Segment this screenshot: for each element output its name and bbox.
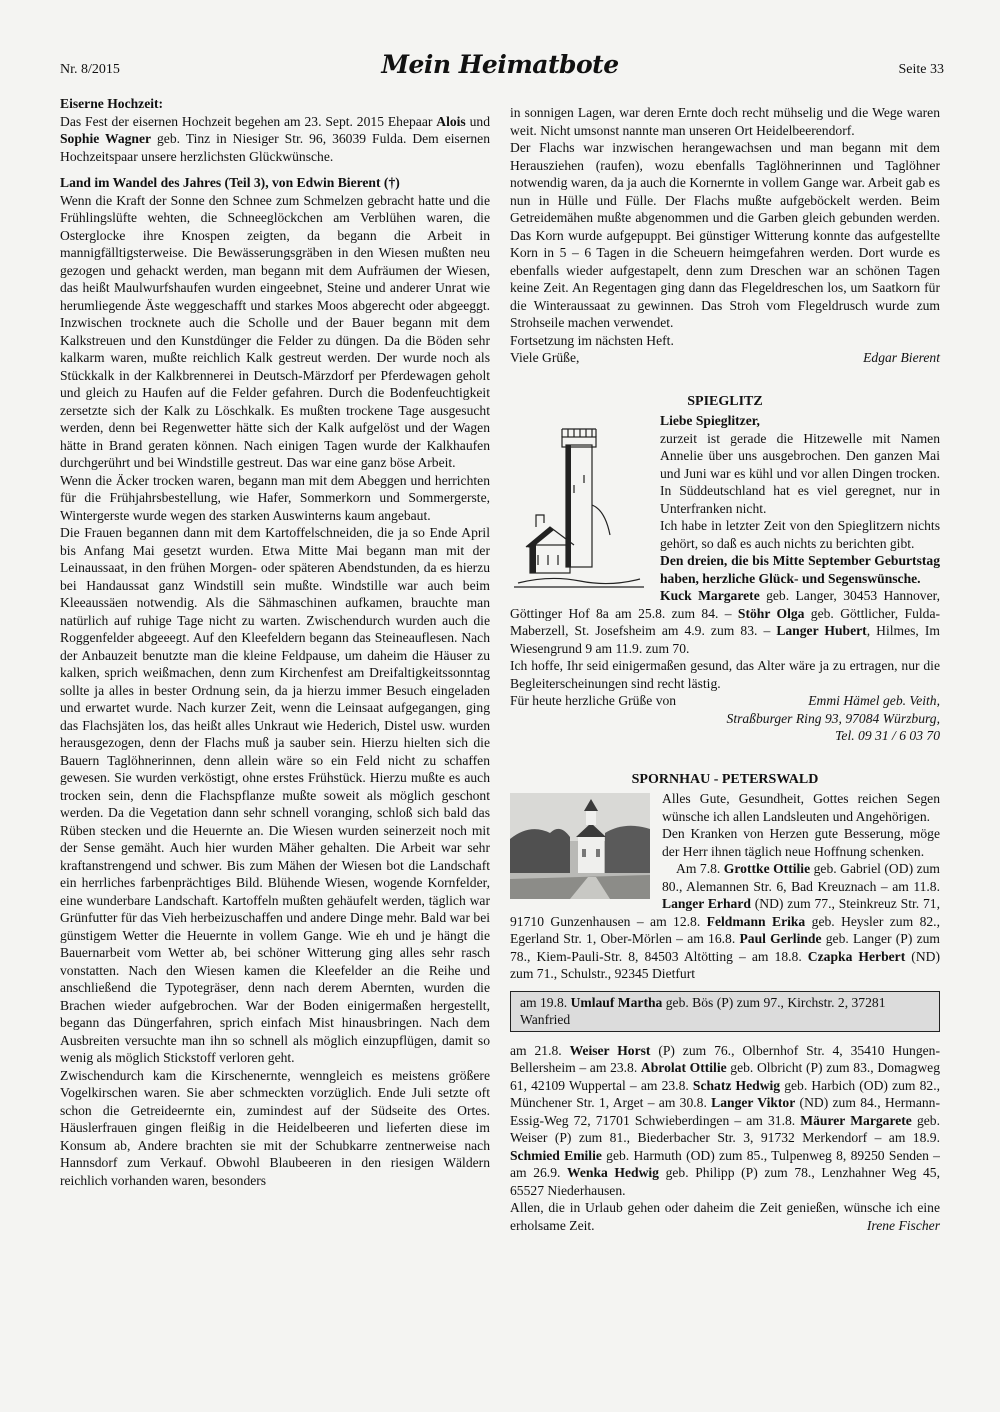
closing-paragraph: Allen, die in Urlaub gehen oder daheim die Zeit genießen, wünsche ich eine erholsame Zeit. Irene Fischer [510,1200,940,1233]
church-icon [510,793,650,899]
birthday-wishes-heading: Den dreien, die bis Mitte September Geburtstag haben, herzliche Glück- und Segenswünsche. [660,553,940,586]
spieglitz-paragraph: zurzeit ist gerade die Hitzewelle mit Namen Annelie über uns ausgebrochen. Den ganzen Mai und Juni war es kühl und vor allen Dingen trocken. In Süddeutschland hat es viel geregnet, nur in Unterfranken nicht. [660,430,940,516]
page-number: Seite 33 [898,62,944,77]
right-column [510,104,940,1234]
birthday-list: Am 7.8. Grottke Ottilie geb. Gabriel (OD) zum 80., Alemannen Str. 6, Bad Kreuznach – am 11.8. Langer Erhard (ND) zum 77., Steinkreuz Str. 71, 91710 Gunzenhausen – am 12.8. Feldmann Erika geb. Heysler zum 82., Egerland Str. 1, Ober-Mörlen – am 16.8. Paul Gerlinde geb. Langer (P) zum 78., Kiem-Pauli-Str. 8, 84503 Altötting – am 18.8. Czapka Herbert (ND) zum 71., Schulstr., 92345 Dietfurt [510,861,941,981]
article-paragraph: Zwischendurch kam die Kirschenernte, wenngleich es meistens größere Vogelkirschen waren. Sie aber schmeckten vorzüglich. Ende Juli setzte oft schon die Getreideernte ein, zumindest auf der Südseite des Ortes. Häuslerfrauen gingen fleißig in die Heidelbeeren und lieferten diese im Konsum ab, Andere brachten sie mit der Schubkarre zentnerweise nach Hannsdorf zum Verkauf. Obwohl Blaubeeren in den riesigen Wäldern reichlich vorhanden waren, besonders [60,1067,490,1188]
birthday-list: Kuck Margarete geb. Langer, 30453 Hannover, Göttinger Hof 8a am 25.8. zum 84. – Stöhr Olga geb. Göttlicher, Fulda-Maberzell, St. Josefsheim am 4.9. zum 83. – Langer Hubert, Hilmes, Im Wiesengrund 9 am 11.9. zum 70. [510,588,941,656]
issue-number: Nr. 8/2015 [60,62,120,77]
section-title-spieglitz: SPIEGLITZ [687,393,763,409]
spieglitz-signoff: Für heute herzliche Grüße von Emmi Hämel geb. Veith, [510,693,940,708]
birthday-list: am 21.8. Weiser Horst (P) zum 76., Olbernhof Str. 4, 35410 Hungen-Bellersheim – am 23.8. Abrolat Ottilie geb. Olbricht (P) zum 83., Domagweg 61, 42109 Wuppertal – am 23.8. Schatz Hedwig geb. Harbich (OD) zum 82., Münchener Str. 1, Arget – am 30.8. Langer Viktor (ND) zum 84., Hermann-Essig-Weg 72, 71701 Schwieberdingen – am 31.8. Mäurer Margarete geb. Weiser (P) zum 81., Biederbacher Str. 3, 91732 Merkendorf – am 18.9. Schmied Emilie geb. Harmuth (OD) zum 85., Tulpenweg 8, 89250 Senden – am 26.9. Wenka Hedwig geb. Philipp (P) zum 78., Lenzhahner Weg 45, 65527 Niederhausen. [510,1042,941,1198]
spieglitz-paragraph: Ich hoffe, Ihr seid einigermaßen gesund, das Alter wäre ja zu ertragen, nur die Begleiterscheinungen sind recht lästig. [510,658,940,691]
spornhau-paragraph: Alles Gute, Gesundheit, Gottes reichen Segen wünsche ich allen Landsleuten und Angehörigen. [662,791,940,824]
highlight-box: am 19.8. Umlauf Martha geb. Bös (P) zum 97., Kirchstr. 2, 37281 Wanfried [510,991,940,1032]
spornhau-paragraph: Den Kranken von Herzen gute Besserung, möge der Herr ihnen täglich neue Hoffnung schenken. [662,826,940,859]
section-title-spornhau: SPORNHAU - PETERSWALD [631,771,819,787]
spieglitz-paragraph: Ich habe in letzter Zeit von den Spieglitzern nichts gehört, so daß es auch nichts zu berichten gibt. [660,518,940,551]
article-paragraph: Der Flachs war inzwischen herangewachsen und man begann mit dem Herausziehen (raufen), wozu ebenfalls Taglöhnerinnen und Taglöhner notwendig waren, da ja auch die Kornernte in vollem Gange war. Arbeit gab es nun in Hülle und Fülle. Der Flachs mußte aufgeböckelt werden. Beim Getreidemähen mußte abgenommen und die Garben gleich gebunden werden. Das Korn wurde aufgepuppt. Bei günstiger Witterung konnte das aufgestellte Korn in 5 – 6 Tagen in die Scheuern heimgefahren werden. Dort wurde es ebenfalls wieder aufgestapelt, denn zum Dreschen war an schönen Tagen keine Zeit. An Regentagen ging dann das Flegeldreschen los, um Saatkorn für die Winteraussaat zu gewinnen. Das Stroh vom Flegeldrusch wurde zum Strohseile machen verwendet. [510,140,940,330]
greeting-heading: Liebe Spieglitzer, [660,413,760,428]
article-heading: Land im Wandel des Jahres (Teil 3), von Edwin Bierent (†) [60,175,400,190]
continuation-note: Fortsetzung im nächsten Heft. [510,332,674,348]
article-paragraph: Die Frauen begannen dann mit dem Kartoffelschneiden, die ja so Ende April bis Anfang Mai gesetzt wurden. Etwa Mitte Mai begann man mit der Leinaussaat, in den frühen Morgen- oder späteren Abendstunden, da es hierzu bei Handaussat ganz Windstill sein mußte. Windstille war auch beim Kleeaussäen notwendig. Als die Sähmaschinen aufkamen, brauchte man natürlich auf ruhige Tage nicht zu warten. Zwischendurch wurden auch die Roggenfelder abgeeegt. Auf den Kleefeldern begann das Steineauflesen. Nach der Anbauzeit benutzte man die kleine Feldpause, um daheim die Häuser zu kalken, sprich weißmachen, denn zum Kirchenfest am Dreifaltigkeitssonntag sollte ja alles in bester Ordnung sein, da ja hierzu immer Besuch eingeladen und erwartet wurde. Nach kurzer Zeit, wenn die Leinsaat aufgegangen, ging das Flachsjäten los, das heißt alles Unkraut wie Hederich, Distel usw. wurden herausgezogen, denn der Flachs muß ja sauber sein. Hierzu hielten sich die Bauern Taglöhnerinnen, denn allein wäre so ein Feld nicht zu schaffen gewesen. Sie wurden verköstigt, ohne erstes Frühstück. Hierzu mußte es auch trocken sein, denn die Flachspflanze mußte soweit als möglich geschont werden. Da die Vegetation dann sehr schnell voranging, schloß sich bald das Rüben stecken und die Heuernte an. Die Wiesen wurden seinerzeit noch mit der Sense gemäht. Auch hier wurden Mäher gehalten. Die Arbeit war sehr kraftanstrengend und schwer. Bis zum Mähen der Wiesen bot die Landschaft ein herrliches farbenprächtiges Bild. Blühende Wiesen, wogende Kornfelder, eine wunderbare Landschaft. Kartoffeln mußten gehäufelt werden, täglich war Grünfutter für das Vieh herbeizuschaffen und andere Dinge mehr. Bald war bei günstigem Wetter die Heuernte in vollem Gange. Wie eh und je hängt die Bauernarbeit vom Wetter ab, bei schöner Witterung ging alles sehr rasch vonstatten. Nach den Wiesen kamen die Kleefelder an die Reihe und anschließend die Typotegräser, denn nach derem Abernten, wurden die Brachen wieder aufgebrochen. War der Boden einigermaßen hergestellt, begann das Düngerfahren, sprich einfach Mist hinausbringen. Nach dem Ausbreiten versuchte man ihn so schnell als möglich einzupflügen, damit so wenig als möglich Stickstoff verloren geht. [60,525,490,1065]
tower-icon [510,415,648,591]
article-signoff: Viele Grüße, Edgar Bierent [510,350,940,365]
article-paragraph: in sonnigen Lagen, war deren Ernte doch recht mühselig und die Wege waren weit. Nicht umsonst nannte man unseren Ort Heidelbeerendorf. [510,105,940,138]
left-column [60,95,490,1189]
closing-signature: Irene Fischer [866,1217,940,1233]
article-paragraph: Wenn die Kraft der Sonne den Schnee zum Schmelzen gebracht hatte und die Frühlingslüfte wehten, die Schneeglöckchen am Verblühen waren, die Osterglocke ihre Knospen zeigten, da begann die Arbeit in mannigfälltigsterweise. Die Bewässerungsgräben in den Wiesen mußten neu gezogen und gehackt werden, man begann mit dem Aufräumen der Wiesen, das heißt Maulwurfshaufen wurden eingeebnet, Steine und anderer Unrat wie herumliegende Äste weggeschafft und starkes Moos abgerecht oder abgeeggt. Inzwischen trocknete auch die Scholle und der Bauer begann mit dem Kalkstreuen und den Kunstdünger die Felder zu düngen. Da die Böden sehr kalkarm waren, mußte reichlich Kalk gestreut werden. Der wurde noch als Stückkalk in der Kalkbrennerei in Deutsch-Märzdorf per Pferdewagen geholt und gleich zu Haufen auf die Felder gefahren. Durch die Bodenfeuchtigkeit zersetzte sich der Kalk zu Löschkalk. Es mußten trockene Tage ausgesucht werden, denn bei Regenwetter hätte sich der Kalk aufgelöst und der Wagen hätte in Brand geraten können. Nach einigen Tagen wurde der Kalkhaufen durchgerührt und bei Windstille gestreut. Das war eine ganz böse Arbeit. [60,192,490,470]
iron-wedding-heading: Eiserne Hochzeit: [60,96,164,111]
signoff-phone: Tel. 09 31 / 6 03 70 [835,728,940,743]
masthead-logo: Mein Heimatbote [381,50,619,79]
article-paragraph: Wenn die Äcker trocken waren, begann man mit dem Abeggen und herrichten für die Frühjahrsbestellung, wie Hafer, Sommerkorn und Sommergerste, Wintergerste wurde wegen des starken Auswinterns kaum angebaut. [60,472,490,523]
iron-wedding-text: Das Fest der eisernen Hochzeit begehen am 23. Sept. 2015 Ehepaar Alois und Sophie Wagner geb. Tinz in Niesiger Str. 96, 36039 Fulda. Dem eisernen Hochzeitspaar unsere herzlichsten Glückwünsche. [60,113,490,164]
signoff-address: Straßburger Ring 93, 97084 Würzburg, [726,710,940,726]
